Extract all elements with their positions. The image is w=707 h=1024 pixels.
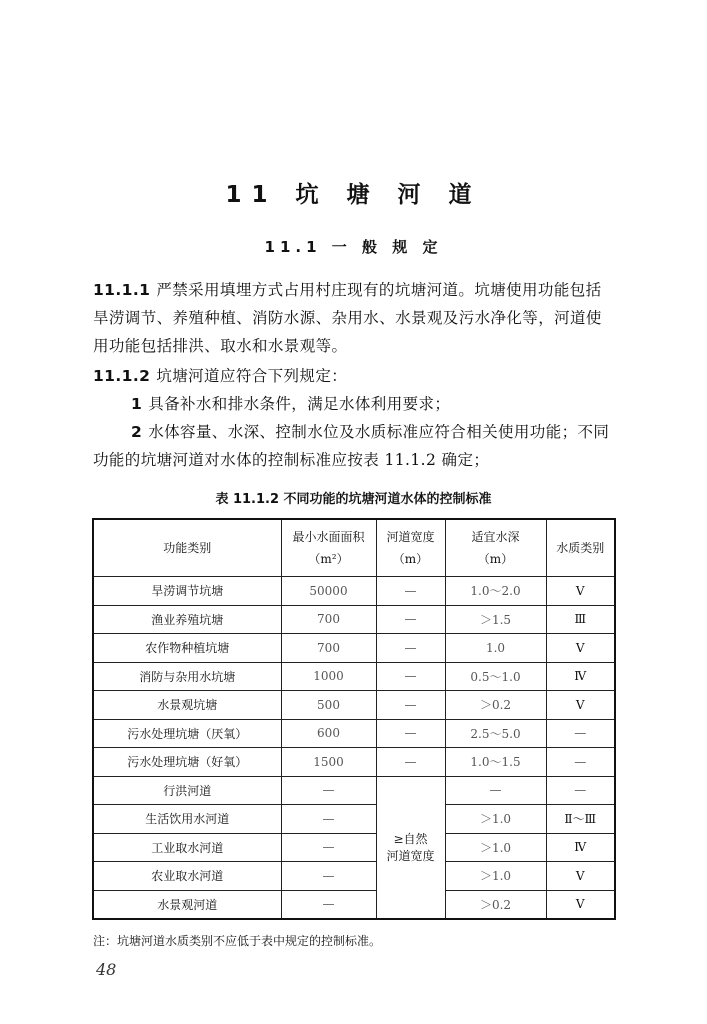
- table-row: [93, 691, 615, 720]
- clause-number: 11.1.2: [93, 367, 151, 385]
- header-width-name: 河道宽度: [386, 530, 435, 544]
- cell-area: 600: [281, 719, 376, 748]
- cell-quality: —: [546, 748, 615, 777]
- item-1: [93, 390, 616, 418]
- table-row: [93, 662, 615, 691]
- cell-quality: —: [546, 776, 615, 805]
- table-caption: 表 11.1.2 不同功能的坑塘河道水体的控制标准: [215, 492, 492, 507]
- cell-area: 50000: [281, 577, 376, 606]
- cell-function: 行洪河道: [93, 776, 281, 805]
- cell-area: 1000: [281, 662, 376, 691]
- table-row: [93, 805, 615, 834]
- cell-quality: Ⅳ: [546, 833, 615, 862]
- item-number: 2: [131, 423, 143, 441]
- cell-width: —: [376, 634, 445, 663]
- header-quality: 水质类别: [546, 519, 615, 577]
- cell-depth: 1.0～2.0: [445, 577, 546, 606]
- cell-area: —: [281, 862, 376, 891]
- cell-area: 700: [281, 634, 376, 663]
- header-area-unit: （m²）: [308, 552, 349, 566]
- cell-area: —: [281, 890, 376, 919]
- cell-function: 消防与杂用水坑塘: [93, 662, 281, 691]
- cell-function: 工业取水河道: [93, 833, 281, 862]
- cell-depth: 0.5～1.0: [445, 662, 546, 691]
- table-row: [93, 862, 615, 891]
- cell-width: —: [376, 691, 445, 720]
- cell-area: 1500: [281, 748, 376, 777]
- cell-depth: —: [445, 776, 546, 805]
- header-depth: [445, 519, 546, 577]
- clause-11-1-1: [93, 276, 616, 360]
- cell-area: —: [281, 776, 376, 805]
- page-number: 48: [96, 960, 117, 979]
- cell-depth: 1.0～1.5: [445, 748, 546, 777]
- cell-depth: ＞1.5: [445, 605, 546, 634]
- cell-quality: Ⅴ: [546, 862, 615, 891]
- header-area-name: 最小水面面积: [292, 530, 365, 544]
- cell-area: —: [281, 805, 376, 834]
- cell-depth: 1.0: [445, 634, 546, 663]
- table-row: [93, 890, 615, 919]
- chapter-title: 11 坑 塘 河 道: [225, 182, 482, 208]
- cell-function: 农业取水河道: [93, 862, 281, 891]
- table-row: [93, 776, 615, 805]
- control-standard-table: [92, 518, 616, 920]
- item-text: 具备补水和排水条件，满足水体利用要求；: [148, 395, 451, 413]
- cell-function: 渔业养殖坑塘: [93, 605, 281, 634]
- item-number: 1: [131, 395, 143, 413]
- cell-depth: 2.5～5.0: [445, 719, 546, 748]
- cell-area: —: [281, 833, 376, 862]
- table-row: [93, 719, 615, 748]
- cell-function: 旱涝调节坑塘: [93, 577, 281, 606]
- table-note: 注：坑塘河道水质类别不应低于表中规定的控制标准。: [93, 934, 382, 948]
- cell-quality: Ⅴ: [546, 577, 615, 606]
- cell-quality: —: [546, 719, 615, 748]
- cell-width: —: [376, 605, 445, 634]
- cell-depth: ＞1.0: [445, 833, 546, 862]
- clause-number: 11.1.1: [93, 281, 151, 299]
- cell-width: —: [376, 719, 445, 748]
- cell-depth: ＞0.2: [445, 691, 546, 720]
- header-area: [281, 519, 376, 577]
- cell-quality: Ⅴ: [546, 691, 615, 720]
- header-width: [376, 519, 445, 577]
- header-width-unit: （m）: [392, 552, 429, 566]
- cell-function: 水景观坑塘: [93, 691, 281, 720]
- cell-function: 农作物种植坑塘: [93, 634, 281, 663]
- cell-width-merged: [376, 776, 445, 919]
- table-row: [93, 577, 615, 606]
- clause-11-1-2: [93, 362, 616, 390]
- table-header-row: [93, 519, 615, 577]
- section-title: 11.1 一 般 规 定: [264, 238, 443, 256]
- table-row: [93, 634, 615, 663]
- cell-quality: Ⅴ: [546, 890, 615, 919]
- header-function: 功能类别: [93, 519, 281, 577]
- cell-depth: ＞1.0: [445, 862, 546, 891]
- table-row: [93, 833, 615, 862]
- clause-text: 严禁采用填埋方式占用村庄现有的坑塘河道。坑塘使用功能包括旱涝调节、养殖种植、消防水源、杂用水、水景观及污水净化等，河道使用功能包括排洪、取水和水景观等。: [93, 281, 602, 355]
- cell-width: —: [376, 748, 445, 777]
- merged-width-line1: ≥自然: [393, 832, 428, 847]
- merged-width-line2: 河道宽度: [386, 849, 435, 864]
- cell-quality: Ⅴ: [546, 634, 615, 663]
- cell-function: 污水处理坑塘（好氧）: [93, 748, 281, 777]
- cell-area: 500: [281, 691, 376, 720]
- cell-area: 700: [281, 605, 376, 634]
- cell-depth: ＞1.0: [445, 805, 546, 834]
- cell-function: 污水处理坑塘（厌氧）: [93, 719, 281, 748]
- cell-depth: ＞0.2: [445, 890, 546, 919]
- cell-quality: Ⅳ: [546, 662, 615, 691]
- header-depth-unit: （m）: [477, 552, 514, 566]
- cell-quality: Ⅲ: [546, 605, 615, 634]
- cell-function: 生活饮用水河道: [93, 805, 281, 834]
- table-row: [93, 605, 615, 634]
- table-row: [93, 748, 615, 777]
- item-2: [93, 418, 616, 474]
- cell-width: —: [376, 662, 445, 691]
- clause-text: 坑塘河道应符合下列规定：: [156, 367, 348, 385]
- cell-width: —: [376, 577, 445, 606]
- header-depth-name: 适宜水深: [471, 530, 520, 544]
- cell-quality: Ⅱ～Ⅲ: [546, 805, 615, 834]
- cell-function: 水景观河道: [93, 890, 281, 919]
- item-text: 水体容量、水深、控制水位及水质标准应符合相关使用功能；不同功能的坑塘河道对水体的控制标准应按表 11.1.2 确定；: [93, 423, 610, 469]
